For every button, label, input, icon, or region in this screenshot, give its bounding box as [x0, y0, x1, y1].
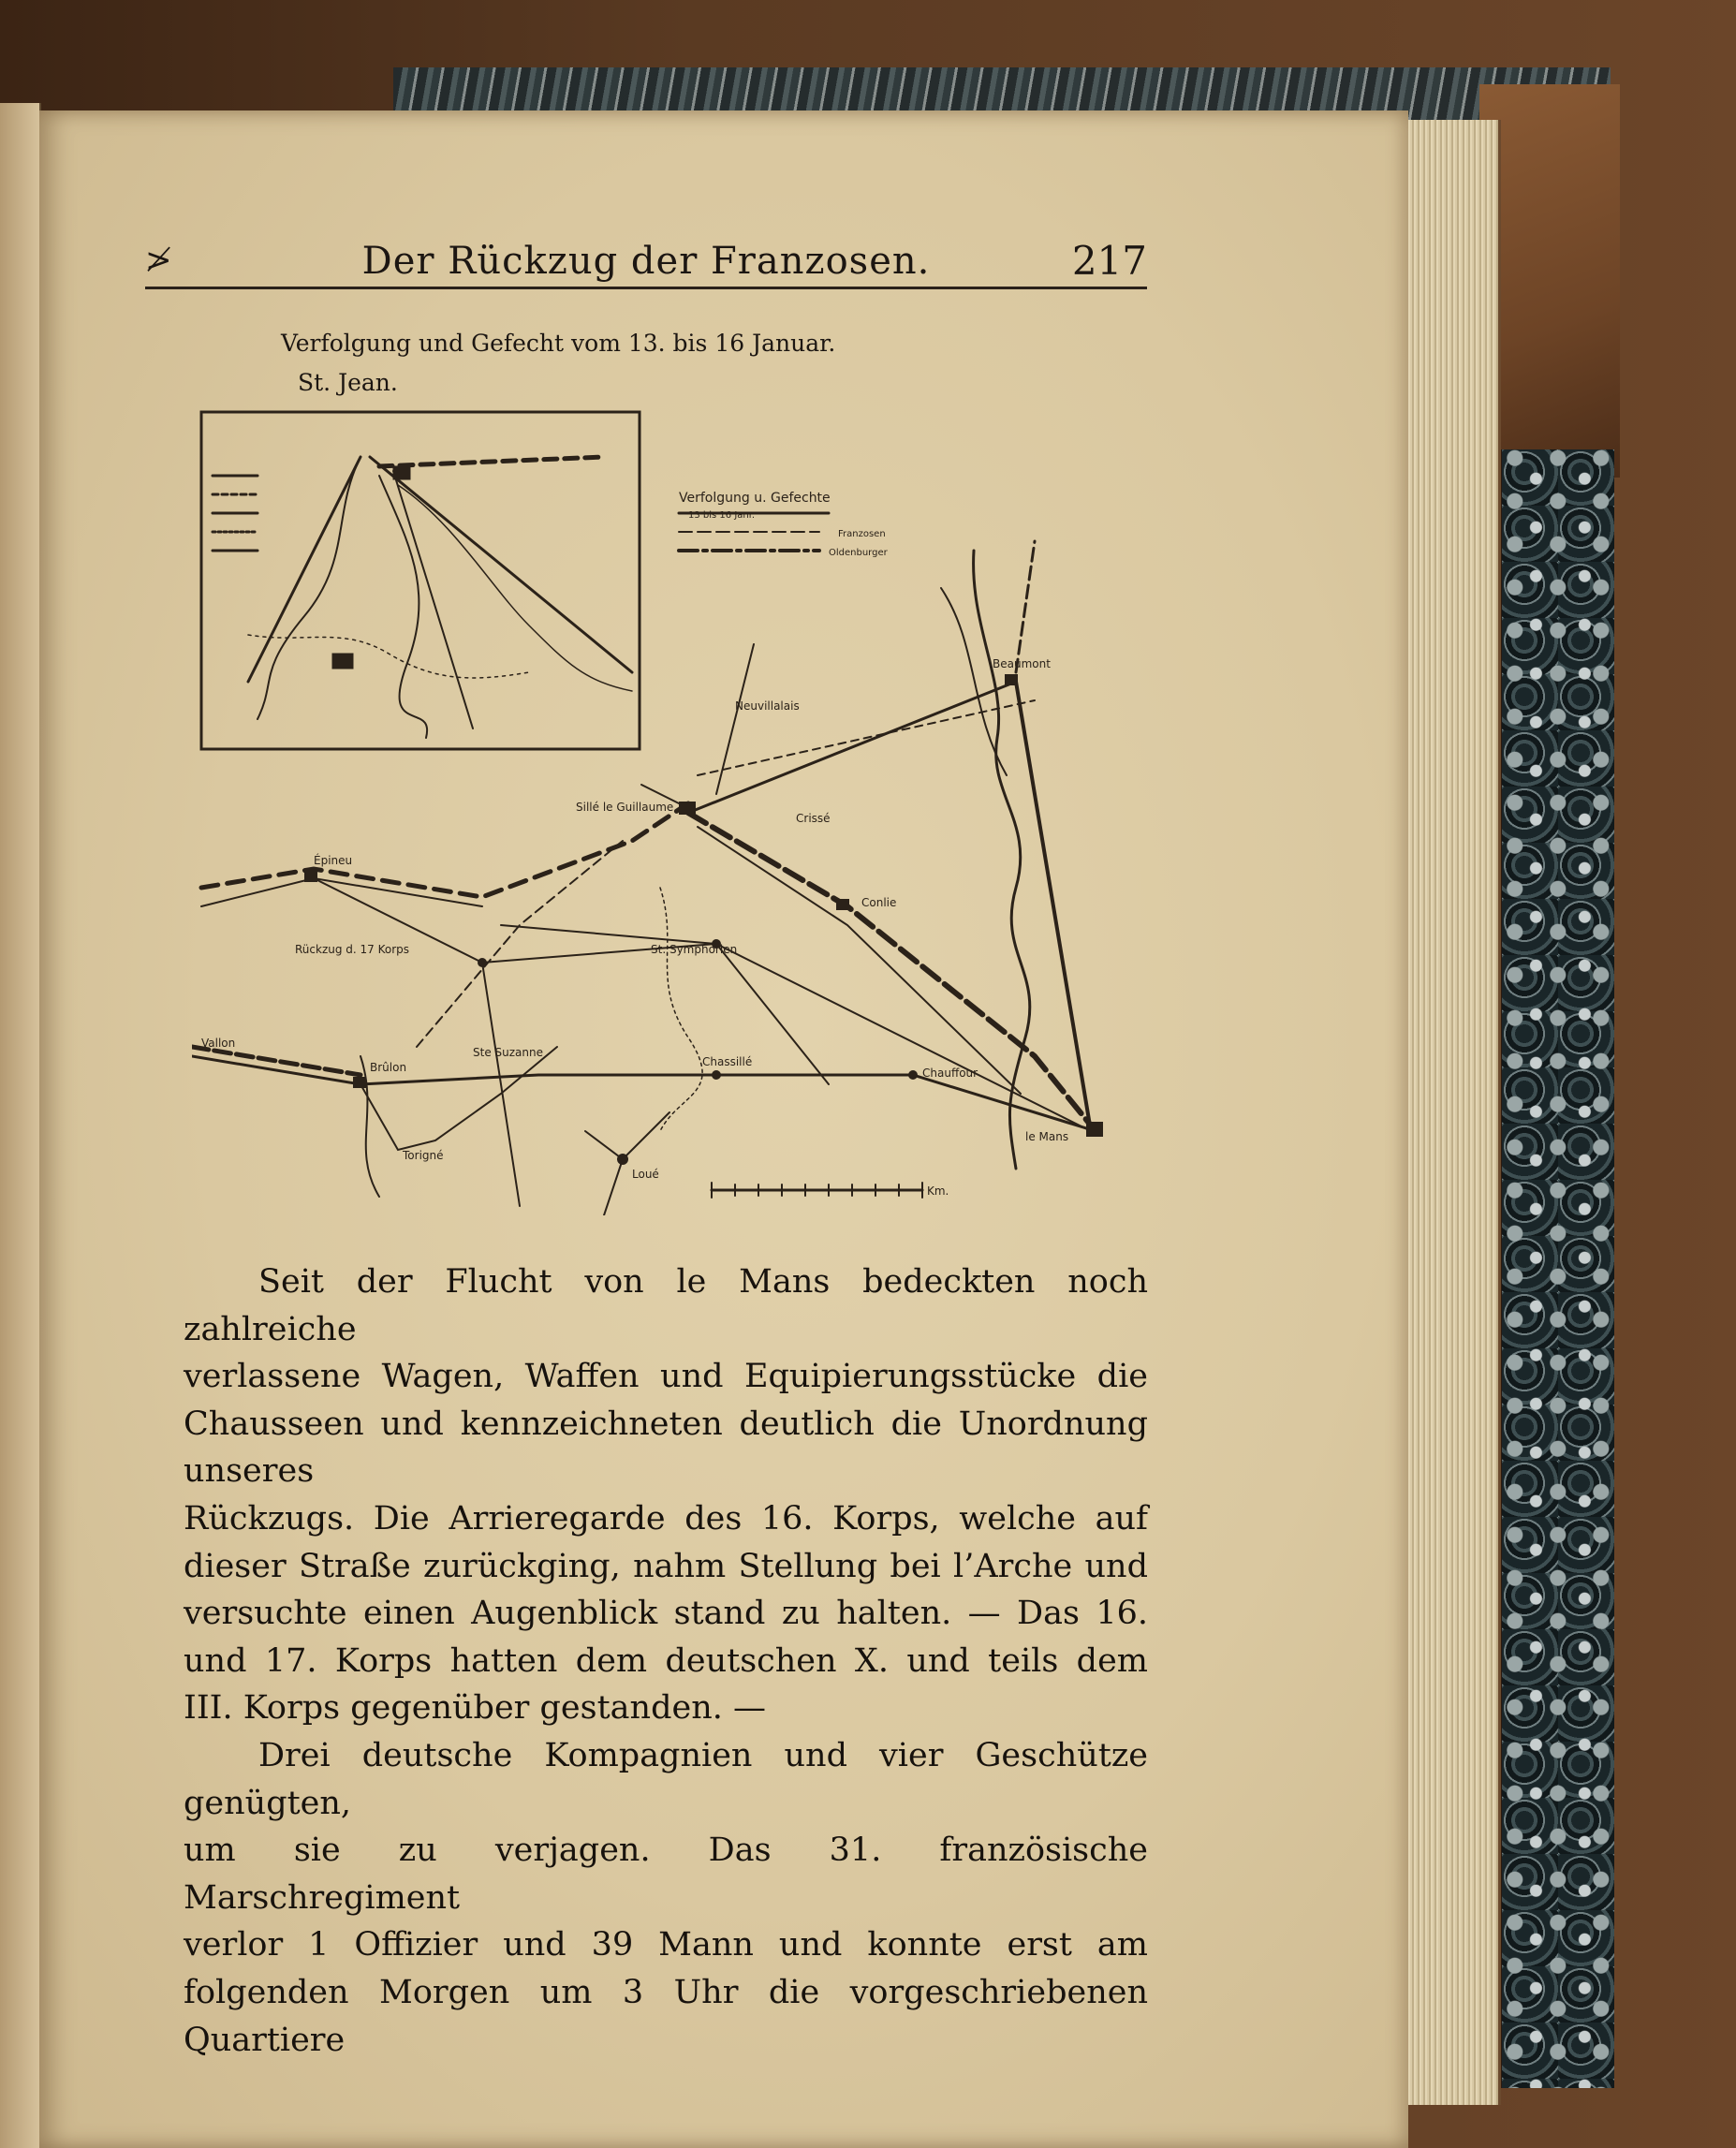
- inset-village: [332, 654, 353, 669]
- label-chauffour: Chauffour: [922, 1067, 978, 1080]
- text-line: um sie zu verjagen. Das 31. französische Marschregiment: [184, 1832, 1148, 1917]
- text-line: III. Korps gegenüber gestanden. —: [184, 1689, 766, 1728]
- railroad-west: [201, 803, 688, 897]
- label-neuvillalais: Neuvillalais: [735, 699, 800, 713]
- page-edges: [1405, 120, 1501, 2105]
- inset-town: [393, 466, 410, 479]
- legend-subtitle: 13 bis 16 Janr.: [688, 510, 756, 521]
- road-loue-south: [604, 1159, 623, 1215]
- text-line: Rückzugs. Die Arrieregarde des 16. Korps, welche auf: [184, 1499, 1148, 1537]
- label-symphorien: St. Symphorien: [651, 943, 738, 956]
- stream-mid: [660, 888, 702, 1131]
- body-text: [184, 1258, 1148, 2064]
- inset-road-2: [370, 457, 632, 672]
- label-sille: Sillé le Guillaume: [576, 801, 674, 814]
- text-line: versuchte einen Augenblick stand zu halten. — Das 16.: [184, 1595, 1148, 1633]
- legend-title: Verfolgung u. Gefechte: [679, 491, 831, 506]
- text-line: folgenden Morgen um 3 Uhr die vorgeschriebenen Quartiere: [184, 1973, 1148, 2059]
- text-line: und 17. Korps hatten dem deutschen X. und teils dem: [184, 1641, 1148, 1680]
- running-head-title: Der Rückzug der Franzosen.: [361, 240, 931, 283]
- left-page-edge: [0, 103, 41, 2148]
- label-lemans: le Mans: [1025, 1130, 1069, 1143]
- label-brulon: Brûlon: [370, 1061, 407, 1074]
- marker-lemans: [1086, 1122, 1103, 1137]
- campaign-map: [192, 401, 1147, 1215]
- marker-sille: [679, 802, 696, 815]
- paragraph-1: [184, 1258, 1148, 1732]
- inset-path: [248, 635, 529, 678]
- paragraph-2: [184, 1732, 1148, 2064]
- inset-legend-bars: [213, 476, 257, 551]
- label-ruckzug: Rückzug d. 17 Korps: [295, 943, 410, 956]
- label-vallon: Vallon: [201, 1037, 236, 1050]
- label-ste-suzanne: Ste Suzanne: [473, 1046, 543, 1059]
- legend-french: Franzosen: [838, 529, 886, 539]
- text-line: dieser Straße zurückging, nahm Stellung bei l’Arche und: [184, 1547, 1148, 1585]
- running-head-mark: ≯: [145, 242, 172, 279]
- text-line: verlor 1 Offizier und 39 Mann und konnte erst am: [184, 1926, 1148, 1964]
- scale-label: Km.: [927, 1184, 949, 1198]
- label-epineu: Épineu: [314, 854, 353, 867]
- text-line: Chausseen und kennzeichneten deutlich die Unordnung unseres: [184, 1405, 1148, 1491]
- inset-stream-3: [398, 485, 632, 691]
- marker-brulon: [353, 1077, 366, 1088]
- marker-loue: [617, 1154, 628, 1165]
- label-chassille: Chassillé: [702, 1055, 753, 1068]
- marker-beaumont: [1005, 674, 1018, 685]
- road-sille-lemans: [698, 827, 1021, 1094]
- page-number: 217: [1071, 238, 1147, 284]
- marker-chauffour: [908, 1070, 918, 1080]
- label-crisse: Crissé: [796, 812, 831, 825]
- road-north-sille: [716, 644, 754, 794]
- marker-conlie: [836, 899, 849, 910]
- inset-road-1: [248, 457, 360, 682]
- label-beaumont: Beaumont: [993, 657, 1051, 670]
- text-line: verlassene Wagen, Waffen und Equipierungsstücke die: [184, 1358, 1148, 1396]
- retreat-path: [417, 841, 623, 1047]
- inset-label: St. Jean.: [298, 369, 398, 396]
- inset-stream-2: [379, 476, 427, 738]
- inset-stream-1: [257, 457, 360, 719]
- map-drawing: [192, 401, 1147, 1215]
- rail-north: [1016, 541, 1035, 672]
- label-loue: Loué: [632, 1168, 659, 1181]
- running-head: [145, 234, 1147, 289]
- road-loue: [585, 1112, 669, 1159]
- map-caption: Verfolgung und Gefecht vom 13. bis 16 Januar.: [281, 330, 836, 357]
- inset-railroad: [379, 457, 604, 466]
- legend-german: Oldenburger: [829, 548, 888, 558]
- label-torigne: Torigné: [403, 1149, 444, 1162]
- label-conlie: Conlie: [861, 896, 897, 909]
- text-line: Seit der Flucht von le Mans bedeckten noch zahlreiche: [184, 1263, 1148, 1348]
- marker-ruckzug: [478, 958, 487, 967]
- marker-epineu: [304, 871, 317, 882]
- marbled-cover-edge: [1498, 449, 1614, 2088]
- marker-chassille: [712, 1070, 721, 1080]
- text-line: Drei deutsche Kompagnien und vier Geschütze genügten,: [184, 1736, 1148, 1822]
- road-beaumont-lemans: [1016, 682, 1091, 1131]
